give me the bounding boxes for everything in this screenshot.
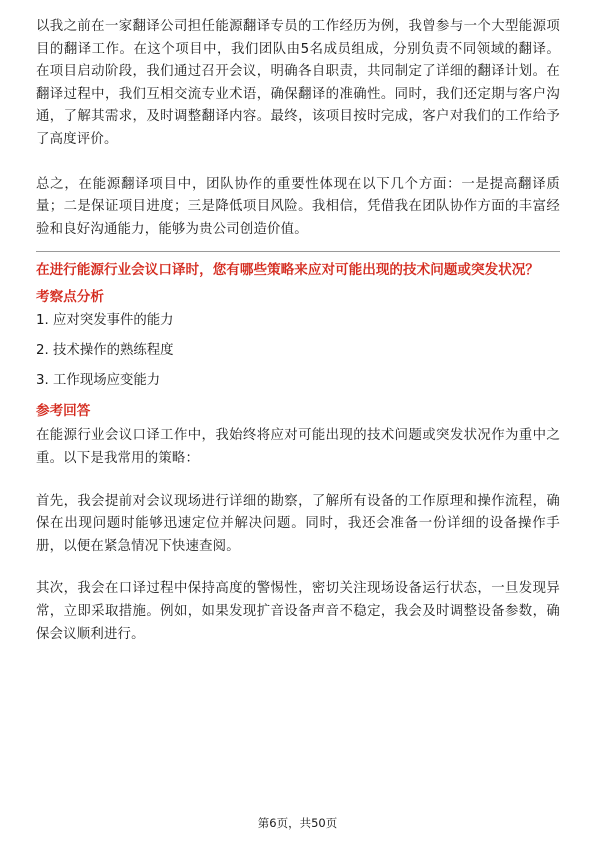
analysis-item: 2. 技术操作的熟练程度 [36,343,174,359]
intro-paragraph-2: 总之，在能源翻译项目中，团队协作的重要性体现在以下几个方面：一是提高翻译质量；二是保证项目进度；三是降低项目风险。我相信，凭借我在团队协作方面的丰富经验和良好沟通能力，能够为贵公司创造价值。 [36,176,560,237]
answer-title: 参考回答 [36,403,91,420]
answer-paragraph-2: 首先，我会提前对会议现场进行详细的勘察，了解所有设备的工作原理和操作流程，确保在出现问题时能够迅速定位并解决问题。同时，我还会准备一份详细的设备操作手册，以便在紧急情况下快速查阅。 [36,493,560,554]
spacer [36,558,560,578]
document-page [36,16,560,646]
question-heading: 在进行能源行业会议口译时，您有哪些策略来应对可能出现的技术问题或突发状况？ [36,262,539,279]
intro-paragraph-1: 以我之前在一家翻译公司担任能源翻译专员的工作经历为例，我曾参与一个大型能源项目的翻译工作。在这个项目中，我们团队由5名成员组成，分别负责不同领域的翻译。在项目启动阶段，我们通过召开会议，明确各自职责，共同制定了详细的翻译计划。在翻译过程中，我们互相交流专业术语，确保翻译的准确性。同时，我们还定期与客户沟通，了解其需求，及时调整翻译内容。最终，该项目按时完成，客户对我们的工作给予了高度评价。 [36,19,560,147]
answer-paragraph-3: 其次，我会在口译过程中保持高度的警惕性，密切关注现场设备运行状态，一旦发现异常，立即采取措施。例如，如果发现扩音设备声音不稳定，我会及时调整设备参数，确保会议顺利进行。 [36,581,560,642]
section-divider [36,251,560,252]
page-number-footer: 第6页，共50页 [257,816,338,830]
spacer [36,471,560,491]
spacer [36,152,560,174]
analysis-item: 3. 工作现场应变能力 [36,373,161,389]
analysis-title: 考察点分析 [36,289,104,306]
answer-paragraph-1: 在能源行业会议口译工作中，我始终将应对可能出现的技术问题或突发状况作为重中之重。以下是我常用的策略： [36,428,560,466]
analysis-item: 1. 应对突发事件的能力 [36,313,174,329]
